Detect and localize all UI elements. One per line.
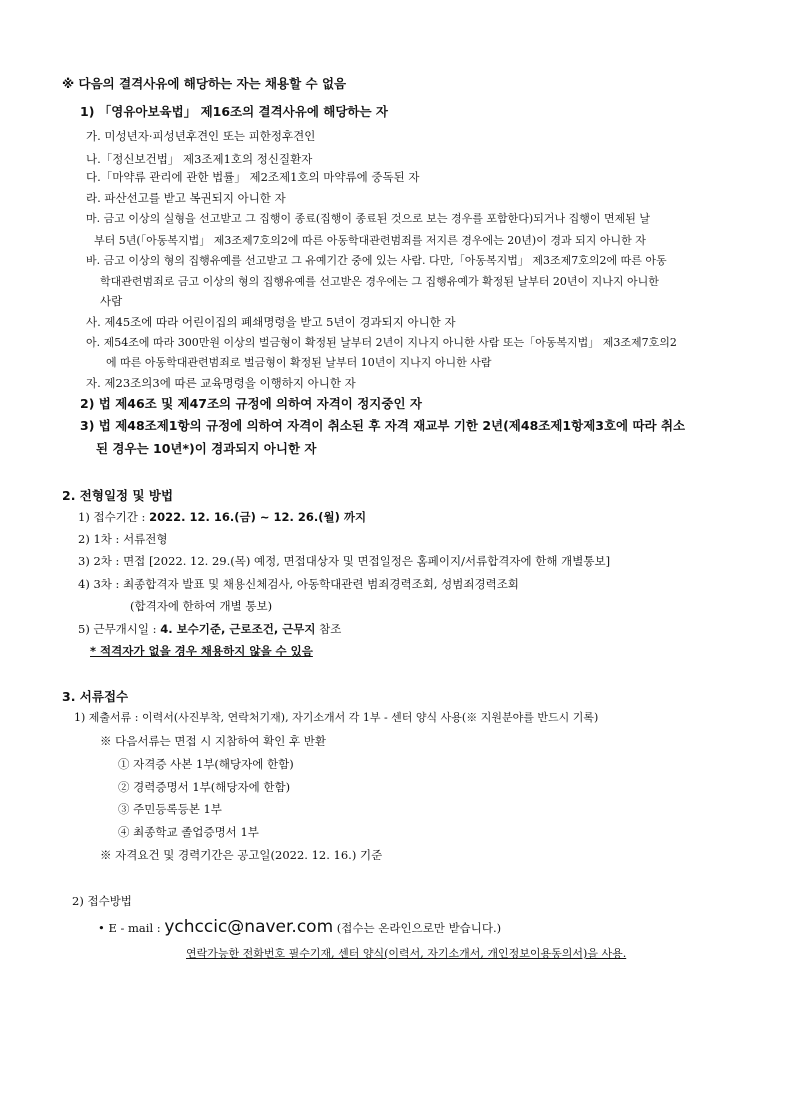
step-3-note: (합격자에 한하여 개별 통보)	[130, 599, 273, 613]
disqualification-sub-ja: 자. 제23조의3에 따른 교육명령을 이행하지 아니한 자	[86, 376, 356, 390]
document-item-3: ③ 주민등록등본 1부	[118, 802, 222, 816]
document-item-1: ① 자격증 사본 1부(해당자에 한함)	[118, 757, 294, 771]
work-start-label: 5) 근무개시일 :	[78, 622, 161, 636]
email-line	[98, 916, 501, 939]
application-period-value: 2022. 12. 16.(금) ~ 12. 26.(월) 까지	[149, 510, 367, 524]
work-start-suffix: 참조	[315, 622, 342, 636]
application-period	[78, 509, 366, 525]
disqualification-item-2: 2) 법 제46조 및 제47조의 규정에 의하여 자격이 정지중인 자	[80, 396, 422, 411]
contact-note: 연락가능한 전화번호 필수기재, 센터 양식(이력서, 자기소개서, 개인정보이용동의서)을 사용.	[186, 947, 627, 960]
disqualification-sub-da: 다.「마약류 관리에 관한 법률」 제2조제1호의 마약류에 중독된 자	[86, 170, 420, 184]
disqualification-sub-a: 아. 제54조에 따라 300만원 이상의 벌금형이 확정된 날부터 2년이 지나지 아니한 사람 또는「아동복지법」 제3조제7호의2	[86, 336, 677, 349]
step-1: 2) 1차 : 서류전형	[78, 532, 168, 546]
disqualification-sub-sa: 사. 제45조에 따라 어린이집의 폐쇄명령을 받고 5년이 경과되지 아니한 자	[86, 315, 456, 329]
step-3: 4) 3차 : 최종합격자 발표 및 채용신체검사, 아동학대관련 범죄경력조회, 성범죄경력조회	[78, 577, 519, 591]
email-label: • E - mail :	[98, 921, 165, 935]
step-2: 3) 2차 : 면접 [2022. 12. 29.(목) 예정, 면접대상자 및 면접일정은 홈페이지/서류합격자에 한해 개별통보]	[78, 554, 611, 568]
email-suffix: (접수는 온라인으로만 받습니다.)	[333, 921, 502, 935]
document-item-2: ② 경력증명서 1부(해당자에 한함)	[118, 780, 291, 794]
disqualification-item-1-title: 1) 「영유아보육법」 제16조의 결격사유에 해당하는 자	[80, 104, 388, 119]
email-address[interactable]: ychccic@naver.com	[164, 917, 334, 937]
schedule-heading: 2. 전형일정 및 방법	[62, 488, 174, 503]
no-hire-note: * 적격자가 없을 경우 채용하지 않을 수 있음	[90, 644, 313, 658]
disqualification-item-3: 3) 법 제48조제1항의 규정에 의하여 자격이 취소된 후 자격 재교부 기한 2년(제48조제1항제3호에 따라 취소	[80, 418, 686, 433]
disqualification-sub-ra: 라. 파산선고를 받고 복권되지 아니한 자	[86, 191, 286, 205]
disqualification-sub-ba-cont2: 사람	[100, 294, 123, 308]
disqualification-sub-na: 나.「정신보건법」 제3조제1호의 정신질환자	[86, 152, 313, 166]
disqualification-sub-a-cont: 에 따른 아동학대관련범죄로 벌금형이 확정된 날부터 10년이 지나지 아니한 사람	[106, 356, 492, 369]
work-start	[78, 621, 341, 637]
return-note: ※ 다음서류는 면접 시 지참하여 확인 후 반환	[100, 734, 326, 748]
required-documents: 1) 제출서류 : 이력서(사진부착, 연락처기재), 자기소개서 각 1부 - 센터 양식 사용(※ 지원분야를 반드시 기록)	[74, 711, 599, 724]
disqualification-sub-ga: 가. 미성년자·피성년후견인 또는 피한정후견인	[86, 129, 316, 143]
disqualification-item-3-cont: 된 경우는 10년*)이 경과되지 아니한 자	[96, 441, 317, 456]
notice-title: ※ 다음의 결격사유에 해당하는 자는 채용할 수 없음	[62, 76, 347, 91]
disqualification-sub-ma-cont: 부터 5년(「아동복지법」 제3조제7호의2에 따른 아동학대관련범죄를 저지른 경우에는 20년)이 경과 되지 아니한 자	[94, 234, 646, 247]
basis-note: ※ 자격요건 및 경력기간은 공고일(2022. 12. 16.) 기준	[100, 848, 383, 862]
method-heading: 2) 접수방법	[72, 894, 132, 908]
disqualification-sub-ba-cont: 학대관련범죄로 금고 이상의 형의 집행유예를 선고받은 경우에는 그 집행유예가 확정된 날부터 20년이 지나지 아니한	[100, 275, 659, 288]
documents-heading: 3. 서류접수	[62, 689, 129, 704]
disqualification-sub-ma: 마. 금고 이상의 실형을 선고받고 그 집행이 종료(집행이 종료된 것으로 보는 경우를 포함한다)되거나 집행이 면제된 날	[86, 212, 650, 225]
work-start-value: 4. 보수기준, 근로조건, 근무지	[160, 622, 316, 636]
disqualification-sub-ba: 바. 금고 이상의 형의 집행유예를 선고받고 그 유예기간 중에 있는 사람. 다만,「아동복지법」 제3조제7호의2에 따른 아동	[86, 254, 667, 267]
application-period-label: 1) 접수기간 :	[78, 510, 150, 524]
document-item-4: ④ 최종학교 졸업증명서 1부	[118, 825, 259, 839]
